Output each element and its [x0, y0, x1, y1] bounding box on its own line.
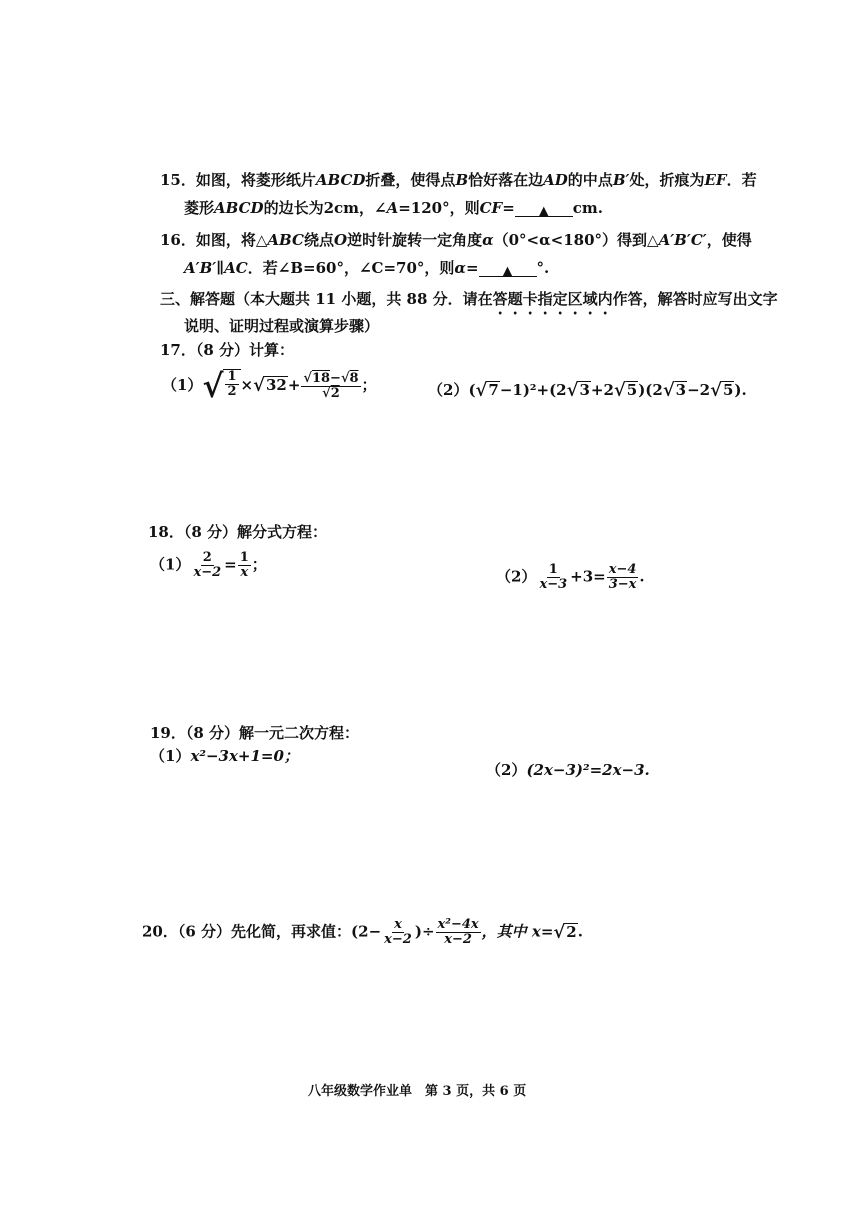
q17-title: 17．（8 分）计算： — [160, 341, 295, 359]
q18-part-2: （2） $\frac{1}{x-3}$ +3= $\frac{x-4}{3-x}$ . — [496, 562, 645, 592]
q19-part-2: （2）(2x−3)²=2x−3. — [486, 761, 650, 779]
q16-line-2: A′B′∥AC．若∠B=60°，∠C=70°，则α= ▲ °. — [184, 259, 550, 279]
fraction: $\frac{2}{x-2}$ — [193, 550, 222, 580]
sqrt-expression: √ 32 — [253, 375, 287, 396]
fraction: $\frac{1}{x-3}$ — [539, 562, 568, 592]
fraction: $\frac{\text{x²−4x}}{x-2}$ — [437, 917, 479, 947]
answer-blank — [479, 260, 537, 277]
q20-line: 20．（6 分）先化简，再求值：(2− $\frac{x}{x-2}$ )÷ $\frac{\text{x²−4x}}{x-2}$ ，其中 x= √ 2 . — [142, 917, 583, 947]
q17-part-1: （1） √ $\frac{1}{2}$ × √ 32 + $\frac{√18-√8}{√2}$ ； — [162, 367, 377, 405]
fraction: $\frac{√18-√8}{√2}$ — [303, 370, 359, 401]
answer-blank — [515, 200, 573, 217]
q18-title: 18．（8 分）解分式方程： — [148, 523, 328, 541]
q19-title: 19．（8 分）解一元二次方程： — [150, 724, 360, 742]
q16-line-1: 16．如图，将△ABC绕点O逆时针旋转一定角度α（0°<α<180°）得到△A′B′C′，使得 — [160, 231, 752, 249]
triangle-marker-icon: ▲ — [502, 264, 513, 279]
fraction: $\frac{x-4}{3-x}$ — [608, 562, 637, 592]
q19-part-1: （1）x²−3x+1=0； — [150, 747, 299, 765]
q15-line-2: 菱形ABCD的边长为2cm，∠A=120°，则CF= ▲ cm. — [184, 199, 604, 219]
sqrt-expression: √ $\frac{1}{2}$ — [202, 369, 240, 403]
section-3-heading-line-2: 说明、证明过程或演算步骤） — [184, 317, 380, 335]
q18-part-1: （1） $\frac{2}{x-2}$ = $\frac{1}{x}$ ； — [150, 550, 267, 580]
page-footer: 八年级数学作业单 第 3 页，共 6 页 — [308, 1084, 527, 1099]
section-3-heading: 三、解答题（本大题共 11 小题，共 88 分．请在答题卡指定区域内作答，解答时应写出文字 — [160, 290, 778, 308]
fraction: $\frac{1}{x}$ — [239, 550, 249, 580]
q15-line-1: 15．如图，将菱形纸片ABCD折叠，使得点B恰好落在边AD的中点B′处，折痕为EF．若 — [160, 171, 757, 189]
q17-part-2: （2）( √ 7 −1)²+(2 √ 3 +2 √ 5 )(2 √ 3 −2 √ 5 ). — [428, 380, 747, 401]
triangle-marker-icon: ▲ — [538, 204, 549, 219]
fraction: $\frac{x}{x-2}$ — [384, 917, 412, 947]
